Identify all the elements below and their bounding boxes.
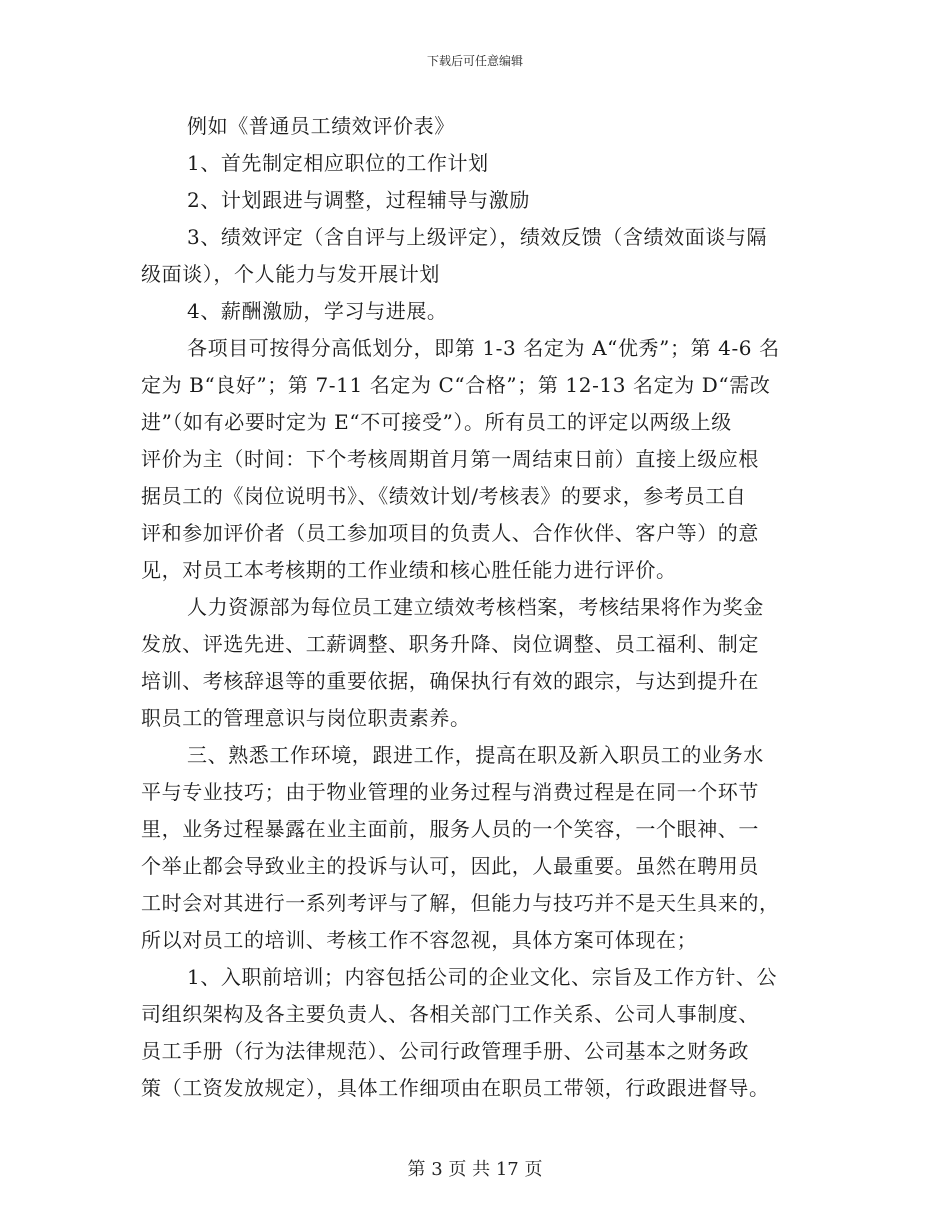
text-line: 策（工资发放规定），具体工作细项由在职员工带领，行政跟进督导。 (141, 1076, 770, 1100)
text-line: 三、熟悉工作环境，跟进工作，提高在职及新入职员工的业务水 (187, 743, 764, 767)
page-number: 第 3 页 共 17 页 (407, 1159, 543, 1180)
text-line: 级面谈），个人能力与发开展计划 (141, 262, 440, 286)
paragraph-grading (141, 330, 811, 589)
text-line: 平与专业技巧；由于物业管理的业务过程与消费过程是在同一个环节 (141, 780, 759, 804)
paragraph-section-three (141, 737, 811, 959)
text-line: 所以对员工的培训、考核工作不容忽视，具体方案可体现在； (141, 928, 698, 952)
text-line: 定为 B“良好”；第 7-11 名定为 C“合格”；第 12-13 名定为 D“需改 (141, 373, 771, 397)
document-body (141, 108, 811, 1107)
paragraph-step-3 (141, 219, 811, 293)
text-line: 进”（如有必要时定为 E“不可接受”）。所有员工的评定以两级上级 (141, 410, 732, 434)
text-line: 评价为主（时间：下个考核周期首月第一周结束日前）直接上级应根 (141, 447, 759, 471)
text-line: 2、计划跟进与调整，过程辅导与激励 (187, 188, 530, 212)
text-line: 例如《普通员工绩效评价表》 (187, 114, 455, 138)
text-line: 评和参加评价者（员工参加项目的负责人、合作伙伴、客户等）的意 (141, 521, 759, 545)
text-line: 工时会对其进行一系列考评与了解，但能力与技巧并不是天生具来的， (141, 891, 780, 915)
text-line: 培训、考核辞退等的重要依据，确保执行有效的跟宗，与达到提升在 (141, 669, 759, 693)
paragraph-step-4 (141, 293, 811, 330)
text-line: 里，业务过程暴露在业主面前，服务人员的一个笑容，一个眼神、一 (141, 817, 759, 841)
text-line: 司组织架构及各主要负责人、各相关部门工作关系、公司人事制度、 (141, 1002, 759, 1026)
text-line: 人力资源部为每位员工建立绩效考核档案，考核结果将作为奖金 (187, 595, 764, 619)
paragraph-hr-archive (141, 589, 811, 737)
text-line: 见，对员工本考核期的工作业绩和核心胜任能力进行评价。 (141, 558, 677, 582)
text-line: 员工手册（行为法律规范）、公司行政管理手册、公司基本之财务政 (141, 1039, 749, 1063)
text-line: 各项目可按得分高低划分，即第 1-3 名定为 A“优秀”；第 4-6 名 (187, 336, 780, 360)
text-line: 3、绩效评定（含自评与上级评定），绩效反馈（含绩效面谈与隔 (187, 225, 768, 249)
page-header: 下载后可任意编辑 (426, 54, 523, 68)
text-line: 发放、评选先进、工薪调整、职务升降、岗位调整、员工福利、制定 (141, 632, 759, 656)
paragraph-onboarding-training (141, 959, 811, 1107)
text-line: 据员工的《岗位说明书》、《绩效计划/考核表》的要求，参考员工自 (141, 484, 747, 508)
text-line: 1、入职前培训；内容包括公司的企业文化、宗旨及工作方针、公 (187, 965, 778, 989)
paragraph-step-2 (141, 182, 811, 219)
text-line: 个举止都会导致业主的投诉与认可，因此，人最重要。虽然在聘用员 (141, 854, 759, 878)
paragraph-example-form (141, 108, 811, 145)
text-line: 4、薪酬激励，学习与进展。 (187, 299, 448, 323)
text-line: 职员工的管理意识与岗位职责素养。 (141, 706, 471, 730)
paragraph-step-1 (141, 145, 811, 182)
text-line: 1、首先制定相应职位的工作计划 (187, 151, 489, 175)
